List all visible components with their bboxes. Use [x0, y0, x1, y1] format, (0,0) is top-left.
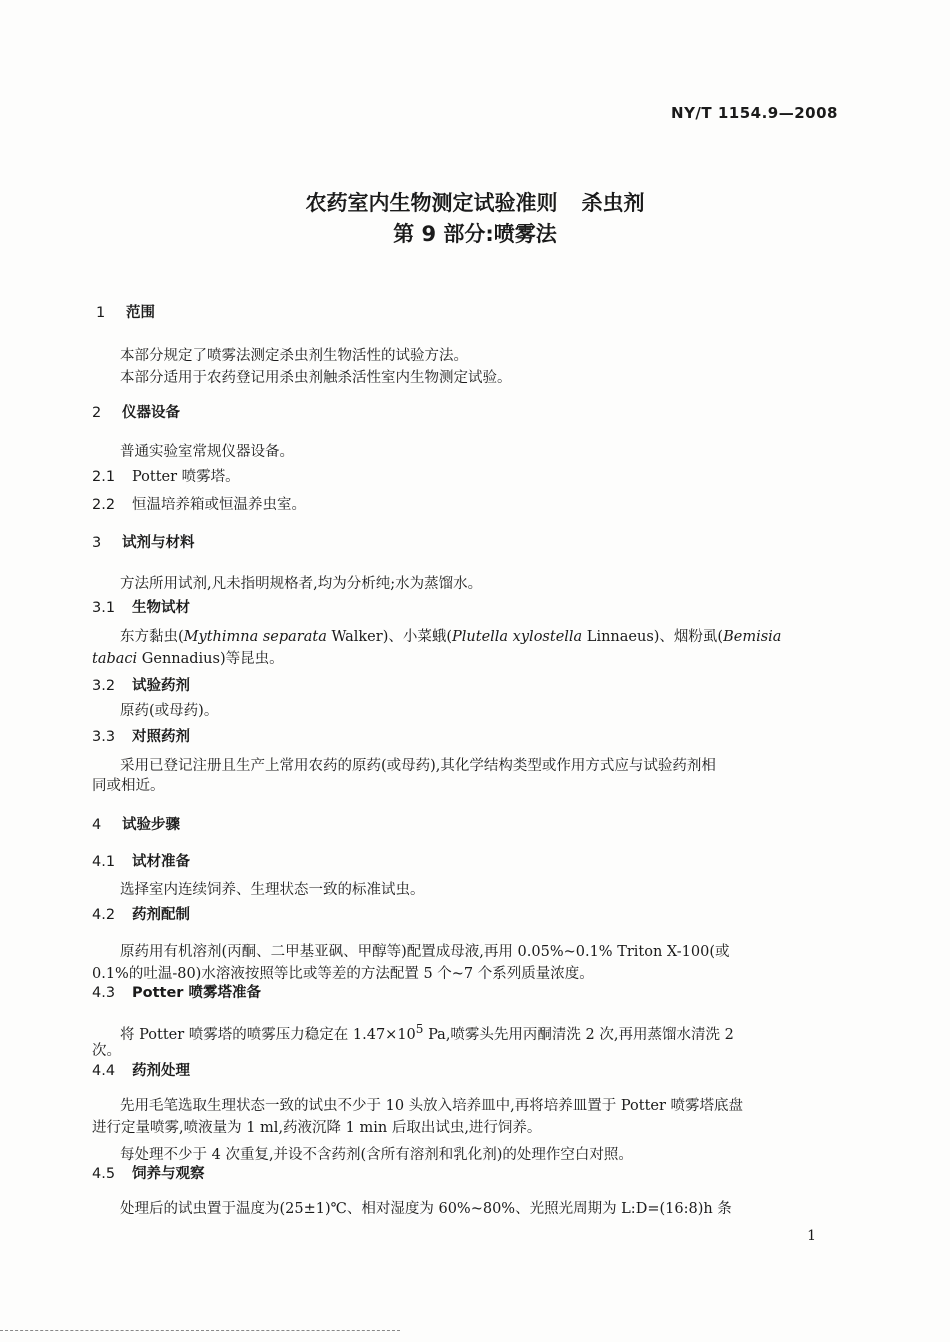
text-run: Gennadius)等昆虫。	[137, 651, 284, 667]
paragraph: 原药用有机溶剂(丙酮、二甲基亚砜、甲醇等)配置成母液,再用 0.05%~0.1% Triton X-100(或	[120, 944, 730, 960]
species-name: Plutella xylostella	[452, 629, 583, 645]
clause-number: 3.1	[92, 600, 116, 616]
clause-text: 恒温培养箱或恒温养虫室。	[132, 497, 306, 513]
paragraph: 方法所用试剂,凡未指明规格者,均为分析纯;水为蒸馏水。	[120, 576, 483, 592]
species-name: Mythimna separata	[183, 629, 327, 645]
section-title: 试剂与材料	[122, 535, 195, 551]
clause-number: 2.2	[92, 497, 116, 513]
paragraph: 先用毛笔选取生理状态一致的试虫不少于 10 头放入培养皿中,再将培养皿置于 Potter 喷雾塔底盘	[120, 1098, 744, 1114]
paragraph: 采用已登记注册且生产上常用农药的原药(或母药),其化学结构类型或作用方式应与试验药剂相	[120, 758, 716, 774]
section-1-heading	[96, 303, 155, 323]
title-main: 农药室内生物测定试验准则	[305, 191, 558, 215]
clause-4-3-heading	[92, 983, 261, 1003]
section-number: 3	[92, 535, 102, 551]
clause-title: 饲养与观察	[132, 1166, 205, 1182]
section-number: 2	[92, 405, 102, 421]
paragraph: 进行定量喷雾,喷液量为 1 ml,药液沉降 1 min 后取出试虫,进行饲养。	[92, 1120, 542, 1136]
clause-3-1-heading	[92, 598, 190, 618]
paragraph: 每处理不少于 4 次重复,并设不含药剂(含所有溶剂和乳化剂)的处理作空白对照。	[120, 1147, 633, 1163]
clause-number: 4.2	[92, 907, 116, 923]
scan-edge-rule	[0, 1330, 400, 1331]
clause-text: Potter 喷雾塔。	[132, 469, 240, 485]
clause-title: 药剂处理	[132, 1063, 190, 1079]
clause-number: 4.1	[92, 854, 116, 870]
section-4-heading	[92, 815, 180, 835]
section-number: 1	[96, 305, 106, 321]
species-name: tabaci	[92, 651, 138, 667]
paragraph	[92, 649, 284, 669]
text-run: Walker)、小菜蛾(	[326, 629, 453, 645]
species-name: Bemisia	[723, 629, 782, 645]
clause-4-1-heading	[92, 852, 190, 872]
clause-4-4-heading	[92, 1061, 190, 1081]
clause-2-2	[92, 495, 306, 515]
paragraph	[120, 1019, 734, 1045]
paragraph: 原药(或母药)。	[120, 703, 219, 719]
clause-title: 试材准备	[132, 854, 190, 870]
clause-title: 对照药剂	[132, 729, 190, 745]
paragraph: 处理后的试虫置于温度为(25±1)℃、相对湿度为 60%~80%、光照光周期为 L:D=(16:8)h 条	[120, 1201, 732, 1217]
clause-title: 生物试材	[132, 600, 190, 616]
section-3-heading	[92, 533, 195, 553]
document-title-line2: 第 9 部分:喷雾法	[393, 222, 557, 246]
page-number: 1	[807, 1228, 816, 1244]
clause-4-5-heading	[92, 1164, 205, 1184]
clause-3-3-heading	[92, 727, 190, 747]
text-run: Linnaeus)、烟粉虱(	[582, 629, 724, 645]
paragraph: 同或相近。	[92, 778, 165, 794]
paragraph: 0.1%的吐温-80)水溶液按照等比或等差的方法配置 5 个~7 个系列质量浓度。	[92, 966, 594, 982]
section-title: 仪器设备	[122, 405, 180, 421]
title-tail: 杀虫剂	[581, 191, 645, 215]
clause-number: 3.3	[92, 729, 116, 745]
paragraph: 本部分规定了喷雾法测定杀虫剂生物活性的试验方法。	[120, 348, 468, 364]
clause-3-2-heading	[92, 676, 190, 696]
paragraph: 普通实验室常规仪器设备。	[120, 444, 294, 460]
clause-number: 4.3	[92, 985, 116, 1001]
paragraph	[120, 627, 781, 647]
clause-number: 2.1	[92, 469, 116, 485]
standard-code: NY/T 1154.9—2008	[671, 104, 838, 122]
text-run: Pa,喷雾头先用丙酮清洗 2 次,再用蒸馏水清洗 2	[423, 1026, 734, 1043]
clause-number: 4.5	[92, 1166, 116, 1182]
superscript: 5	[415, 1022, 424, 1036]
paragraph: 选择室内连续饲养、生理状态一致的标准试虫。	[120, 882, 425, 898]
section-number: 4	[92, 817, 102, 833]
clause-title: 试验药剂	[132, 678, 190, 694]
clause-number: 3.2	[92, 678, 116, 694]
clause-number: 4.4	[92, 1063, 116, 1079]
paragraph: 本部分适用于农药登记用杀虫剂触杀活性室内生物测定试验。	[120, 370, 512, 386]
clause-title: 药剂配制	[132, 907, 190, 923]
clause-title: Potter 喷雾塔准备	[132, 985, 261, 1001]
clause-4-2-heading	[92, 905, 190, 925]
paragraph: 次。	[92, 1043, 121, 1059]
section-title: 范围	[126, 305, 155, 321]
document-title-line1	[0, 187, 950, 217]
text-run: 东方黏虫(	[120, 629, 184, 645]
section-2-heading	[92, 403, 180, 423]
clause-2-1	[92, 467, 240, 487]
text-run: 将 Potter 喷雾塔的喷雾压力稳定在 1.47×10	[120, 1026, 416, 1043]
section-title: 试验步骤	[122, 817, 180, 833]
